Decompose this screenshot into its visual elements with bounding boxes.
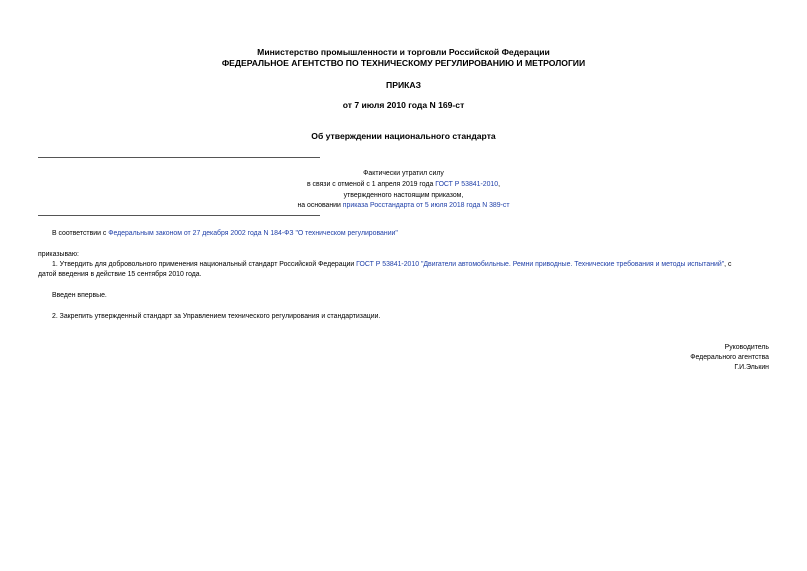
- gost-standard-link[interactable]: ГОСТ Р 53841-2010 "Двигатели автомобильные. Ремни приводные. Технические требования и методы испытаний": [356, 261, 725, 268]
- document-subject: Об утверждении национального стандарта: [311, 131, 496, 141]
- status-line-3: утвержденного настоящим приказом,: [343, 192, 464, 199]
- divider-bottom: [38, 215, 320, 216]
- status-line-4-prefix: на основании: [297, 202, 343, 209]
- item-1-suffix: , с: [724, 261, 732, 268]
- signature-title-1: Руководитель: [724, 344, 769, 351]
- status-line-2-suffix: ,: [498, 181, 501, 188]
- status-line-1: Фактически утратил силу: [363, 170, 444, 177]
- rosstandart-order-link[interactable]: приказа Росстандарта от 5 июля 2018 года N 389-ст: [342, 202, 510, 209]
- item-1: [52, 261, 731, 268]
- status-line-2-prefix: в связи с отменой с 1 апреля 2019 года: [306, 181, 436, 188]
- status-line-2: [0, 181, 807, 188]
- basis-paragraph: [52, 230, 398, 237]
- item-1-prefix: 1. Утвердить для добровольного применения национальный стандарт Российской Федерации: [52, 261, 357, 268]
- document-type: ПРИКАЗ: [386, 80, 421, 90]
- document-date-number: от 7 июля 2010 года N 169-ст: [342, 100, 465, 110]
- basis-prefix: В соответствии с: [52, 230, 109, 237]
- ministry-name: Министерство промышленности и торговли Российской Федерации: [257, 47, 550, 57]
- divider-top: [38, 157, 320, 158]
- agency-name: ФЕДЕРАЛЬНОЕ АГЕНТСТВО ПО ТЕХНИЧЕСКОМУ РЕГУЛИРОВАНИЮ И МЕТРОЛОГИИ: [221, 58, 586, 68]
- item-1-line-2: датой введения в действие 15 сентября 2010 года.: [38, 271, 202, 278]
- signature-name: Г.И.Элькин: [734, 364, 769, 371]
- gost-link[interactable]: ГОСТ Р 53841-2010: [435, 181, 499, 188]
- item-2: 2. Закрепить утвержденный стандарт за Управлением технического регулирования и стандартизации.: [52, 313, 381, 320]
- status-line-4: [0, 202, 807, 209]
- introduced-note: Введен впервые.: [52, 292, 107, 299]
- order-word: приказываю:: [38, 251, 79, 258]
- signature-title-2: Федерального агентства: [690, 354, 769, 361]
- federal-law-link[interactable]: Федеральным законом от 27 декабря 2002 года N 184-ФЗ "О техническом регулировании": [108, 230, 398, 237]
